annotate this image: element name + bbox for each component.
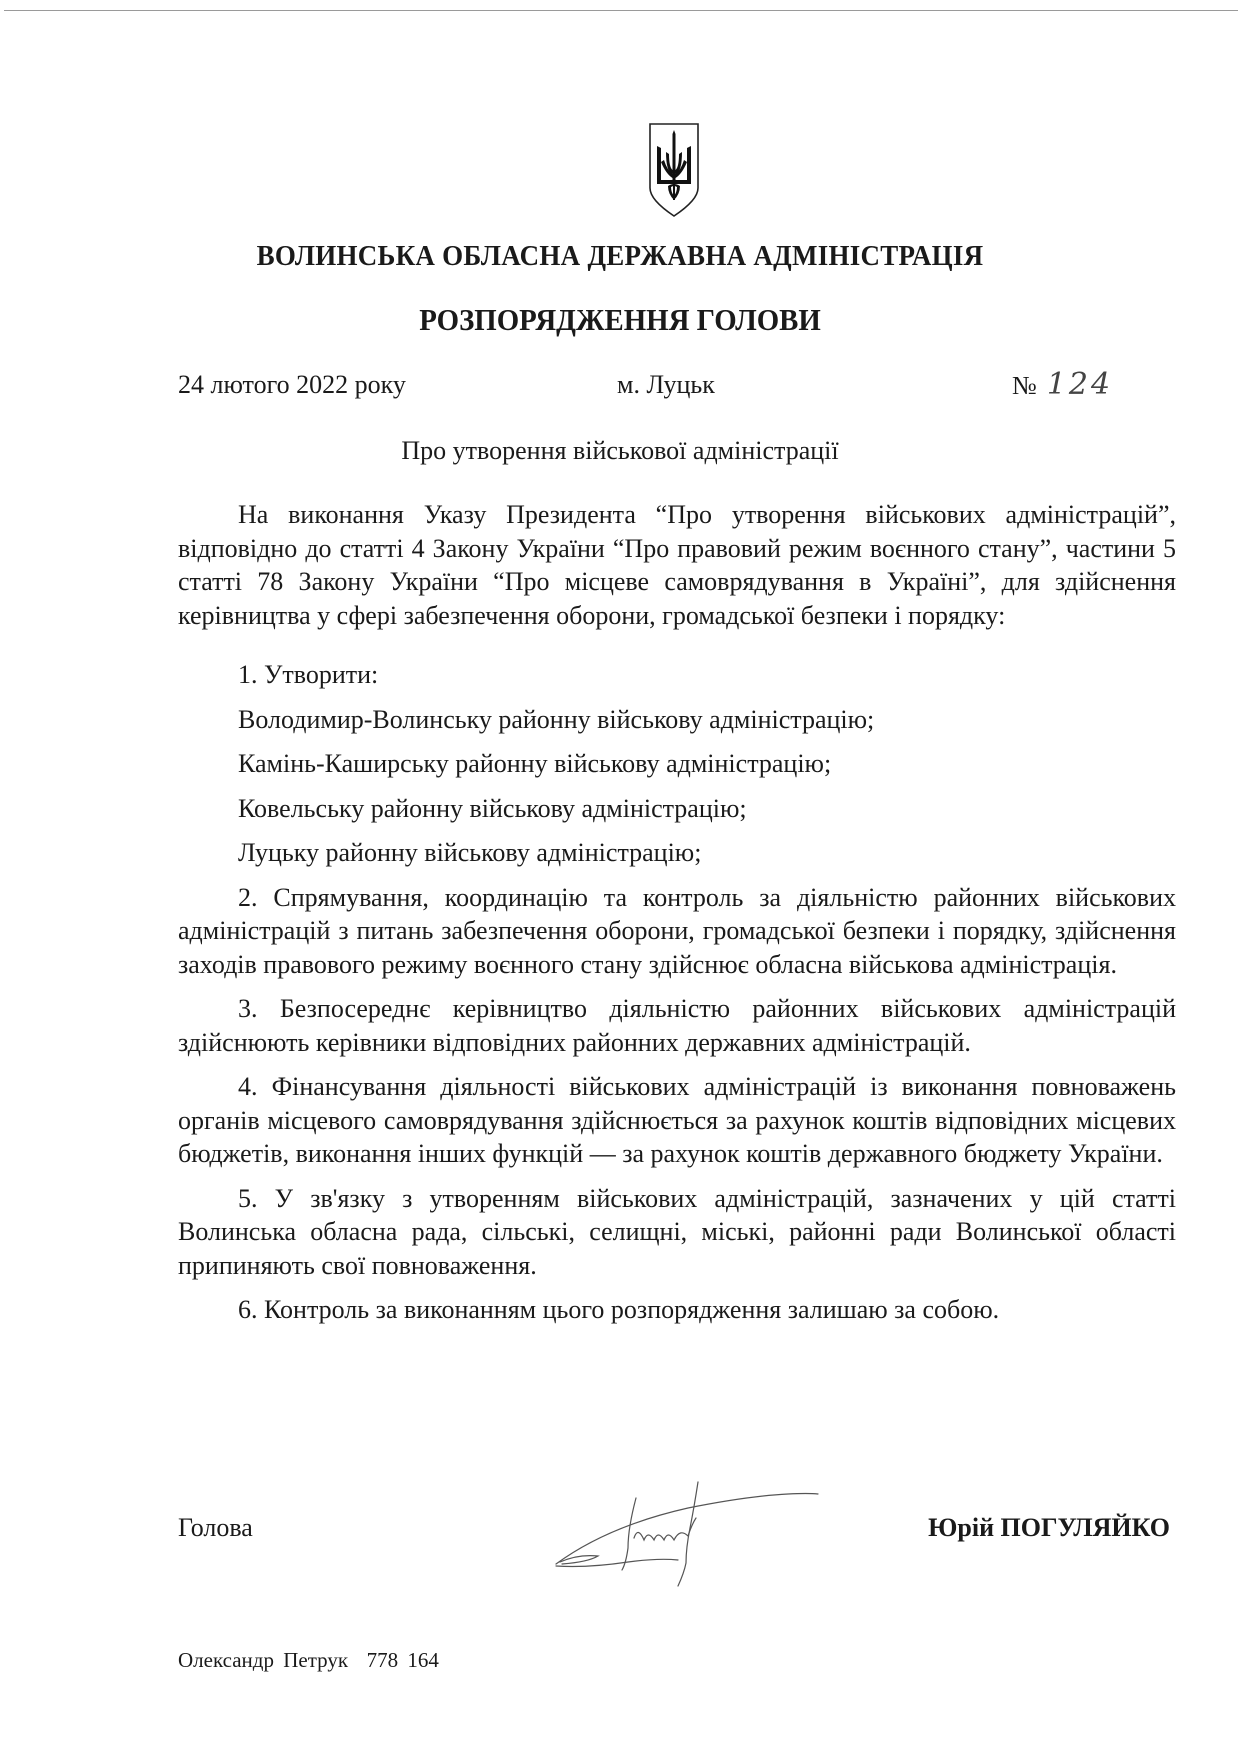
document-place: м. Луцьк <box>617 370 715 399</box>
item-2-paragraph: 2. Спрямування, координацію та контроль за діяльністю районних військових адміністрацій з питань забезпечення оборони, громадської безпеки і порядку, здійснення заходів правового режиму воєнного стану здійснює обласна військова адміністрація. <box>178 882 1176 979</box>
item-4-paragraph: 4. Фінансування діяльності військових адміністрацій із виконання повноважень органів місцевого самоврядування здійснюється за рахунок коштів відповідних місцевих бюджетів, виконання інших функцій — за рахунок коштів державного бюджету України. <box>178 1072 1176 1168</box>
handwritten-number: 124 <box>1046 367 1114 402</box>
list-item: Луцьку районну військову адміністрацію; <box>238 838 702 867</box>
list-item: Камінь-Каширську районну військову адміністрацію; <box>238 749 832 778</box>
list-item: Володимир-Волинську районну військову адміністрацію; <box>238 704 875 734</box>
item-1-list <box>178 658 1176 870</box>
executor-name: Олександр Петрук <box>178 1648 349 1672</box>
ukraine-trident-icon <box>648 122 700 218</box>
executor-phone: 778 164 <box>366 1648 439 1672</box>
number-sign: № <box>1012 371 1037 400</box>
organization-title: ВОЛИНСЬКА ОБЛАСНА ДЕРЖАВНА АДМІНІСТРАЦІЯ <box>256 240 984 272</box>
document-number <box>1012 367 1113 402</box>
item-6-paragraph: 6. Контроль за виконанням цього розпорядження залишаю за собою. <box>238 1295 1000 1324</box>
document-date: 24 лютого 2022 року <box>178 370 406 399</box>
preamble-paragraph: На виконання Указу Президента “Про утворення військових адміністрацій”, відповідно до статті 4 Закону України “Про правовий режим воєнного стану”, частини 5 статті 78 Закону України “Про місцеве самоврядування в Україні”, для здійснення керівництва у сфері забезпечення оборони, громадської безпеки і порядку: <box>178 500 1176 630</box>
item-5-paragraph: 5. У зв'язку з утворенням військових адміністрацій, зазначених у цій статті Волинська обласна рада, сільські, селищні, міські, районні ради Волинської області припиняють свої повноваження. <box>178 1183 1176 1280</box>
item-1-heading: 1. Утворити: <box>238 660 379 689</box>
document-body <box>178 498 1176 1327</box>
executor-contact <box>178 1648 439 1673</box>
top-border-line <box>4 10 1238 11</box>
item-3-paragraph: 3. Безпосереднє керівництво діяльністю районних військових адміністрацій здійснюють керівники відповідних районних державних адміністрацій. <box>178 994 1176 1057</box>
handwritten-signature-icon <box>548 1478 868 1588</box>
list-item: Ковельську районну військову адміністрацію; <box>238 793 747 823</box>
signatory-name: Юрій ПОГУЛЯЙКО <box>928 1513 1170 1542</box>
signatory-role: Голова <box>178 1513 253 1542</box>
document-type-title: РОЗПОРЯДЖЕННЯ ГОЛОВИ <box>419 302 821 337</box>
document-subject: Про утворення військової адміністрації <box>401 436 839 465</box>
